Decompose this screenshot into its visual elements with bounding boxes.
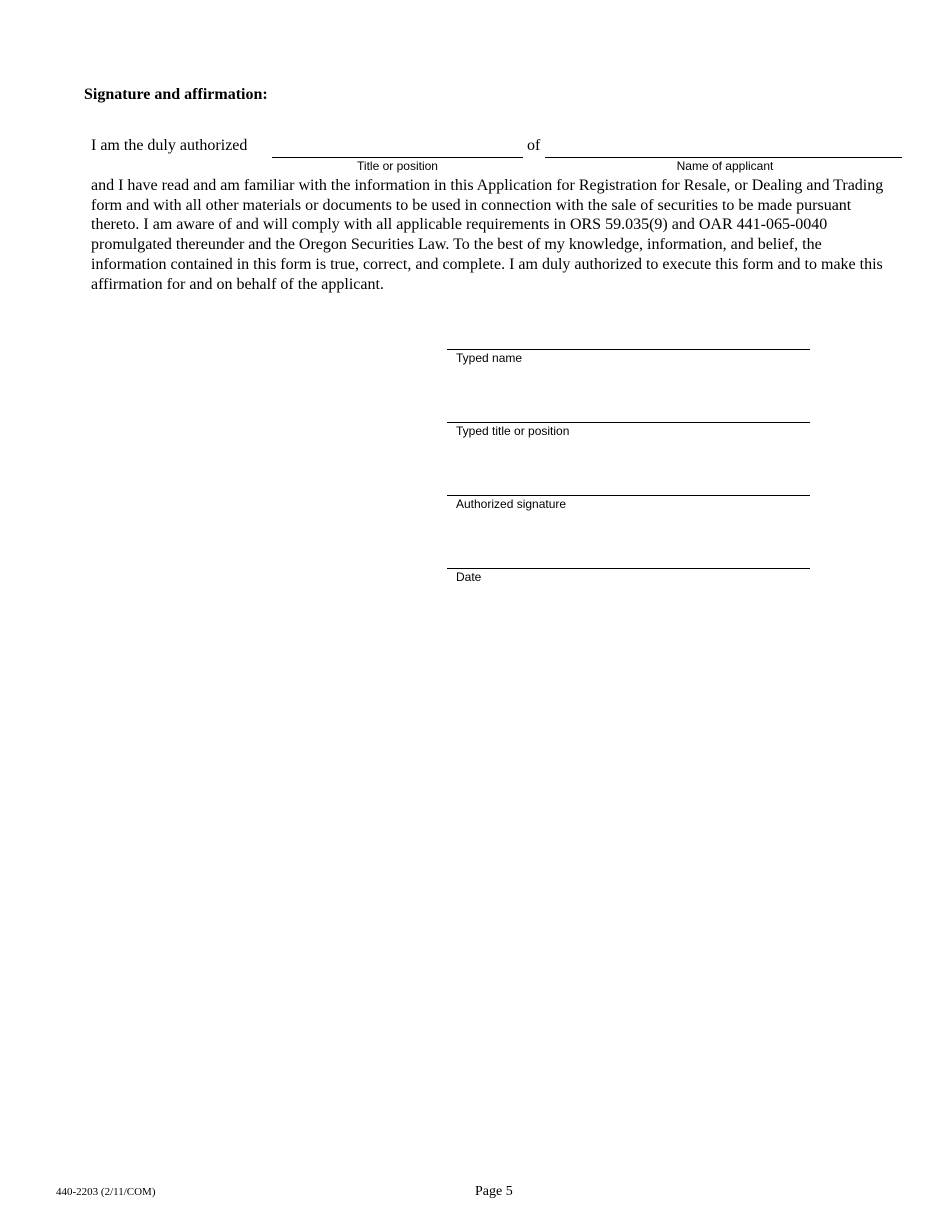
authorized-signature-block [447, 495, 810, 519]
name-of-applicant-field[interactable] [545, 157, 902, 158]
page-number: Page 5 [475, 1184, 513, 1199]
date-block [447, 568, 810, 592]
typed-name-field[interactable] [447, 349, 810, 350]
typed-title-field[interactable] [447, 422, 810, 423]
authorized-signature-field[interactable] [447, 495, 810, 496]
typed-title-block [447, 422, 810, 446]
form-number: 440-2203 (2/11/COM) [56, 1186, 156, 1198]
date-label: Date [456, 570, 482, 584]
title-or-position-field[interactable] [272, 157, 523, 158]
affirmation-paragraph: and I have read and am familiar with the information in this Application for Registration for Resale, or Dealing and Trading form and with all other materials or documents to be used in connection with the sale of securities to be made pursuant thereto. I am aware of and will comply with all applicable requirements in ORS 59.035(9) and OAR 441-065-0040 promulgated thereunder and the Oregon Securities Law. To the best of my knowledge, information, and belief, the information contained in this form is true, correct, and complete. I am duly authorized to execute this form and to make this affirmation for and on behalf of the applicant. [91, 177, 884, 293]
authorization-connector-text: of [527, 137, 541, 154]
typed-name-block [447, 349, 810, 373]
name-of-applicant-caption: Name of applicant [676, 159, 774, 173]
typed-name-label: Typed name [456, 351, 523, 365]
title-or-position-caption: Title or position [357, 159, 438, 173]
authorization-line [0, 137, 950, 177]
date-field[interactable] [447, 568, 810, 569]
authorized-signature-label: Authorized signature [456, 497, 567, 511]
authorization-intro-text: I am the duly authorized [91, 137, 248, 154]
typed-title-label: Typed title or position [456, 424, 570, 438]
section-heading: Signature and affirmation: [84, 86, 268, 103]
